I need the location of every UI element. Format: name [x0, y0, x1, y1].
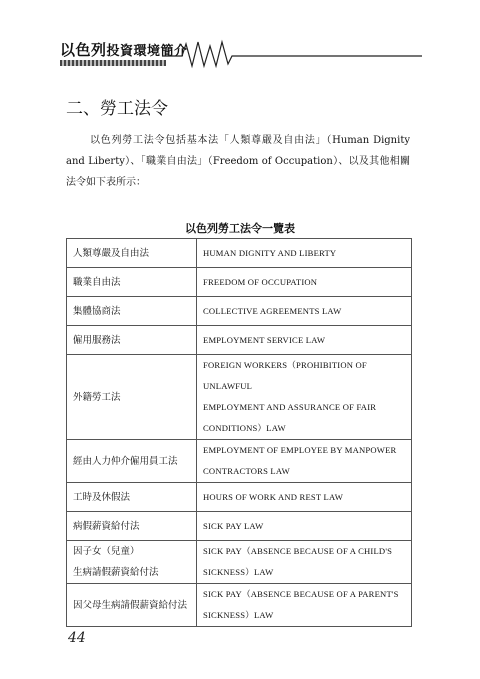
- law-name-en-cell: [197, 584, 412, 627]
- law-name-en: SICK PAY（ABSENCE BECAUSE OF A CHILD'S: [203, 546, 393, 556]
- law-name-en: FREEDOM OF OCCUPATION: [203, 276, 318, 287]
- law-name-zh-cell: [67, 326, 197, 355]
- table-row: [67, 483, 412, 512]
- law-name-zh: 職業自由法: [73, 276, 121, 288]
- law-name-en: COLLECTIVE AGREEMENTS LAW: [203, 305, 342, 316]
- law-name-zh-cell: [67, 584, 197, 627]
- table-row: [67, 541, 412, 584]
- law-name-en-cell: [197, 239, 412, 268]
- law-name-en-cell: [197, 326, 412, 355]
- intro-paragraph: 以色列勞工法令包括基本法「人類尊嚴及自由法」（Human Dignity and Liberty）、「職業自由法」（Freedom of Occupation）、以及其他相關法令如下表所示：: [66, 135, 410, 188]
- table-row: [67, 268, 412, 297]
- law-name-en-cell: [197, 483, 412, 512]
- law-name-en-cell: [197, 297, 412, 326]
- law-name-zh-cell: [67, 440, 197, 483]
- law-name-en: FOREIGN WORKERS（PROHIBITION OF UNLAWFUL: [203, 360, 367, 391]
- law-name-zh: 集體協商法: [73, 305, 121, 317]
- law-name-en: HOURS OF WORK AND REST LAW: [203, 491, 344, 502]
- table-row: [67, 440, 412, 483]
- law-name-en-cell: [197, 355, 412, 440]
- law-name-zh: 因子女（兒童）: [73, 546, 140, 557]
- law-name-en-cell: [197, 541, 412, 584]
- law-name-zh-cell: [67, 297, 197, 326]
- law-name-en: SICKNESS）LAW: [203, 567, 274, 577]
- law-name-zh-cell: [67, 512, 197, 541]
- law-name-zh-cell: [67, 541, 197, 584]
- table-row: [67, 355, 412, 440]
- law-name-zh: 外籍勞工法: [73, 391, 121, 403]
- law-name-en: HUMAN DIGNITY AND LIBERTY: [203, 247, 337, 258]
- law-name-zh: 人類尊嚴及自由法: [73, 247, 150, 259]
- law-name-zh: 工時及休假法: [73, 491, 131, 503]
- law-name-zh-cell: [67, 268, 197, 297]
- running-header: [60, 36, 422, 70]
- law-name-zh: 病假薪資給付法: [73, 520, 140, 532]
- header-underline-bar: [60, 60, 166, 66]
- law-name-en: EMPLOYMENT OF EMPLOYEE BY MANPOWER: [203, 445, 397, 455]
- table-row: [67, 297, 412, 326]
- law-name-zh: 因父母生病請假薪資給付法: [73, 599, 188, 611]
- law-name-zh-cell: [67, 239, 197, 268]
- law-name-en-cell: [197, 512, 412, 541]
- table-caption: 以色列勞工法令一覽表: [185, 222, 295, 235]
- labor-laws-table: [66, 238, 412, 627]
- law-name-en-cell: [197, 440, 412, 483]
- header-title-main: 以色列: [60, 41, 107, 59]
- law-name-en: EMPLOYMENT SERVICE LAW: [203, 334, 326, 345]
- law-name-zh-cell: [67, 483, 197, 512]
- law-name-zh: 生病請假薪資給付法: [73, 567, 159, 578]
- law-name-en: SICK PAY（ABSENCE BECAUSE OF A PARENT'S: [203, 589, 399, 599]
- law-name-zh: 僱用服務法: [73, 334, 121, 346]
- law-name-en: SICK PAY LAW: [203, 520, 264, 531]
- header-title-sub: 投資環境簡介: [106, 44, 188, 59]
- table-row: [67, 584, 412, 627]
- section-title: 二、勞工法令: [66, 99, 168, 119]
- labor-laws-table-body: [67, 239, 412, 627]
- table-row: [67, 239, 412, 268]
- page-number: 44: [68, 630, 86, 646]
- law-name-zh-cell: [67, 355, 197, 440]
- law-name-en: CONDITIONS）LAW: [203, 423, 286, 433]
- law-name-en-cell: [197, 268, 412, 297]
- table-row: [67, 512, 412, 541]
- header-wave-line: [162, 36, 422, 70]
- law-name-en: SICKNESS）LAW: [203, 610, 274, 620]
- law-name-en: EMPLOYMENT AND ASSURANCE OF FAIR: [203, 402, 377, 412]
- law-name-en: CONTRACTORS LAW: [203, 466, 290, 476]
- law-name-zh: 經由人力仲介僱用員工法: [73, 455, 178, 467]
- table-row: [67, 326, 412, 355]
